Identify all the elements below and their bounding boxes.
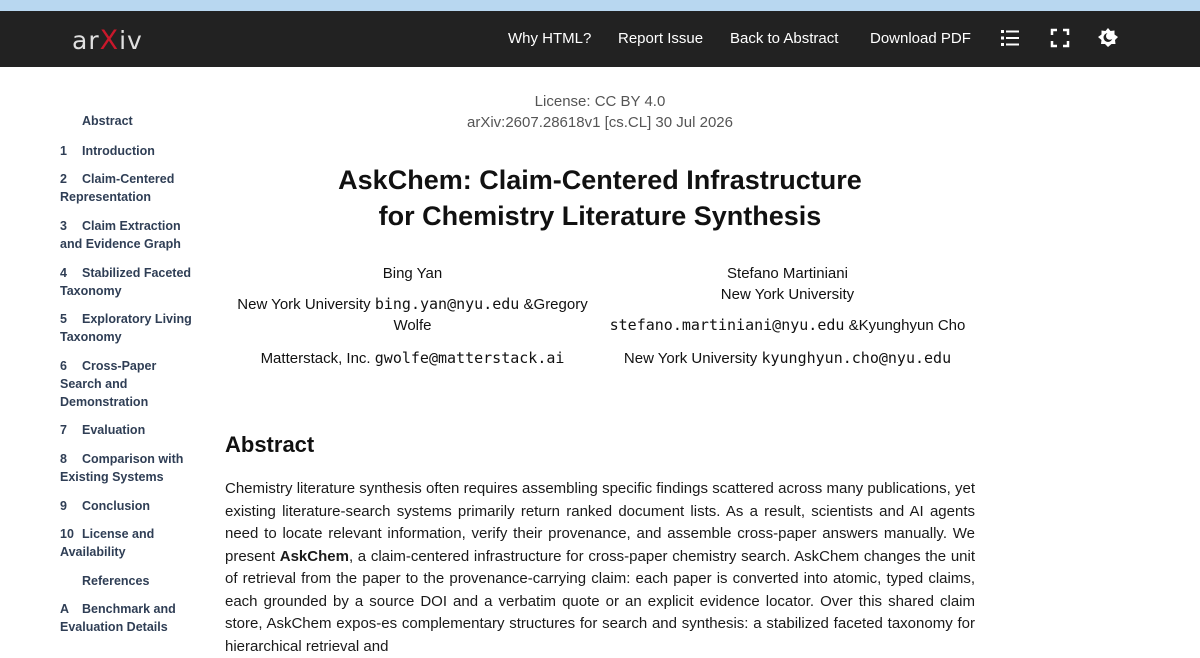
fullscreen-icon[interactable] bbox=[1049, 27, 1071, 49]
toc-item-license[interactable]: 10 License and Availability bbox=[60, 527, 155, 559]
license-text: License: CC BY 4.0 bbox=[534, 93, 666, 110]
arxiv-id: arXiv:2607.28618v1 [cs.CL] 30 Jul 2026 bbox=[466, 114, 733, 131]
paper-title bbox=[225, 162, 975, 234]
arxiv-logo[interactable]: arXiv bbox=[72, 25, 143, 56]
toc-item-comparison[interactable]: 8 Comparison with Existing Systems bbox=[60, 452, 184, 484]
toc-item-references[interactable]: References bbox=[82, 574, 150, 588]
toc-item-introduction[interactable]: 1 Introduction bbox=[60, 144, 155, 158]
abstract-heading: Abstract bbox=[225, 432, 315, 457]
back-to-abstract-link[interactable]: Back to Abstract bbox=[730, 30, 839, 47]
report-issue-link[interactable]: Report Issue bbox=[618, 30, 704, 47]
author-affiliation: New York University kyunghyun.cho@nyu.edu bbox=[623, 349, 952, 367]
toc-item-stabilized-faceted-taxonomy[interactable]: 4 Stabilized Faceted Taxonomy bbox=[60, 266, 192, 298]
author-email[interactable]: kyunghyun.cho@nyu.edu bbox=[761, 349, 952, 367]
toc-item-abstract[interactable]: Abstract bbox=[82, 114, 133, 128]
toc-item-conclusion[interactable]: 9 Conclusion bbox=[60, 499, 151, 513]
author-name: Stefano Martiniani New York University bbox=[720, 265, 855, 303]
list-icon[interactable] bbox=[999, 27, 1021, 49]
author-name: Bing Yan bbox=[382, 265, 443, 282]
download-pdf-link[interactable]: Download PDF bbox=[870, 30, 971, 47]
author-email[interactable]: gwolfe@matterstack.ai bbox=[374, 349, 565, 367]
author-email[interactable]: stefano.martiniani@nyu.edu bbox=[609, 316, 845, 334]
browser-top-strip bbox=[0, 0, 1200, 11]
toc-item-claim-extraction[interactable]: 3 Claim Extraction and Evidence Graph bbox=[60, 219, 181, 251]
author-email[interactable]: bing.yan@nyu.edu bbox=[374, 295, 520, 313]
navbar bbox=[0, 11, 1200, 67]
toc-item-exploratory-living-taxonomy[interactable]: 5 Exploratory Living Taxonomy bbox=[60, 312, 192, 344]
author-affiliation: stefano.martiniani@nyu.edu &Kyunghyun Cho bbox=[609, 316, 966, 334]
license-block bbox=[225, 91, 975, 133]
title-line-1: AskChem: Claim-Centered Infrastructure bbox=[338, 165, 862, 195]
why-html-link[interactable]: Why HTML? bbox=[508, 30, 592, 47]
toc-item-cross-paper-search[interactable]: 6 Cross-Paper Search and Demonstration bbox=[60, 359, 157, 409]
toc-item-evaluation[interactable]: 7 Evaluation bbox=[60, 423, 146, 437]
author-affiliation: New York University bing.yan@nyu.edu &Gregory Wolfe bbox=[237, 295, 588, 334]
abstract-text: Chemistry literature synthesis often requires assembling specific findings scattered across many publications, yet existing literature-search systems primarily return ranked document lists. As a result, scientists and AI agents need to locate relevant information, verify their provenance, and assemble cross-paper answers manually. We present AskChem, a claim-centered infrastructure for cross-paper chemistry search. AskChem changes the unit of retrieval from the paper to the provenance-carrying claim: each paper is converted into atomic, typed claims, each grounded by a source DOI and a verbatim quote or an explicit evidence locator. Over this shared claim store, AskChem expos-es complementary structures for search and synthesis: a stabilized faceted taxonomy for hierarchical retrieval and bbox=[225, 480, 975, 655]
theme-icon[interactable] bbox=[1097, 27, 1119, 49]
author-affiliation: Matterstack, Inc. gwolfe@matterstack.ai bbox=[260, 349, 565, 367]
title-line-2: for Chemistry Literature Synthesis bbox=[378, 201, 822, 231]
toc-item-appendix-a[interactable]: A Benchmark and Evaluation Details bbox=[60, 602, 176, 634]
toc-item-claim-centered-representation[interactable]: 2 Claim-Centered Representation bbox=[60, 172, 175, 204]
